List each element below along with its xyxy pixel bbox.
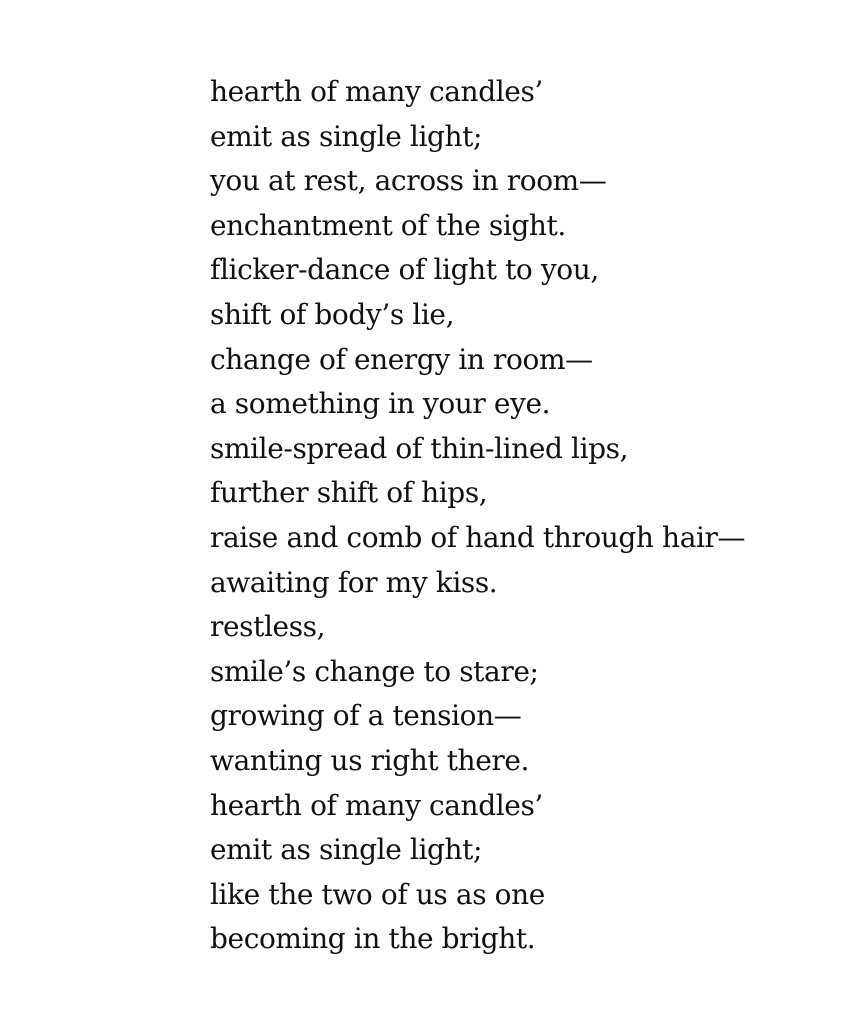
poem-line: flicker-dance of light to you, <box>210 253 599 287</box>
poem-line: raise and comb of hand through hair— <box>210 520 746 554</box>
poem-line: further shift of hips, <box>210 476 488 510</box>
poem-line: emit as single light; <box>210 833 483 867</box>
poem-text <box>210 70 830 962</box>
poem-line: smile-spread of thin-lined lips, <box>210 431 629 465</box>
poem-line: restless, <box>210 610 326 644</box>
poem-line: hearth of many candles’ <box>210 75 543 108</box>
poem-line: awaiting for my kiss. <box>210 565 498 599</box>
poem-line: you at rest, across in room— <box>210 164 607 198</box>
poem-line: wanting us right there. <box>210 743 530 777</box>
poem-line: like the two of us as one <box>210 877 545 911</box>
poem-line: enchantment of the sight. <box>210 208 566 242</box>
poem-line: smile’s change to stare; <box>210 654 539 688</box>
poem-line: a something in your eye. <box>210 387 551 421</box>
poem-line: growing of a tension— <box>210 699 522 733</box>
poem-line: change of energy in room— <box>210 342 593 376</box>
poem-line: emit as single light; <box>210 119 483 153</box>
poem-line: becoming in the bright. <box>210 922 536 956</box>
poem-line: hearth of many candles’ <box>210 788 543 822</box>
poem-line: shift of body’s lie, <box>210 297 455 331</box>
